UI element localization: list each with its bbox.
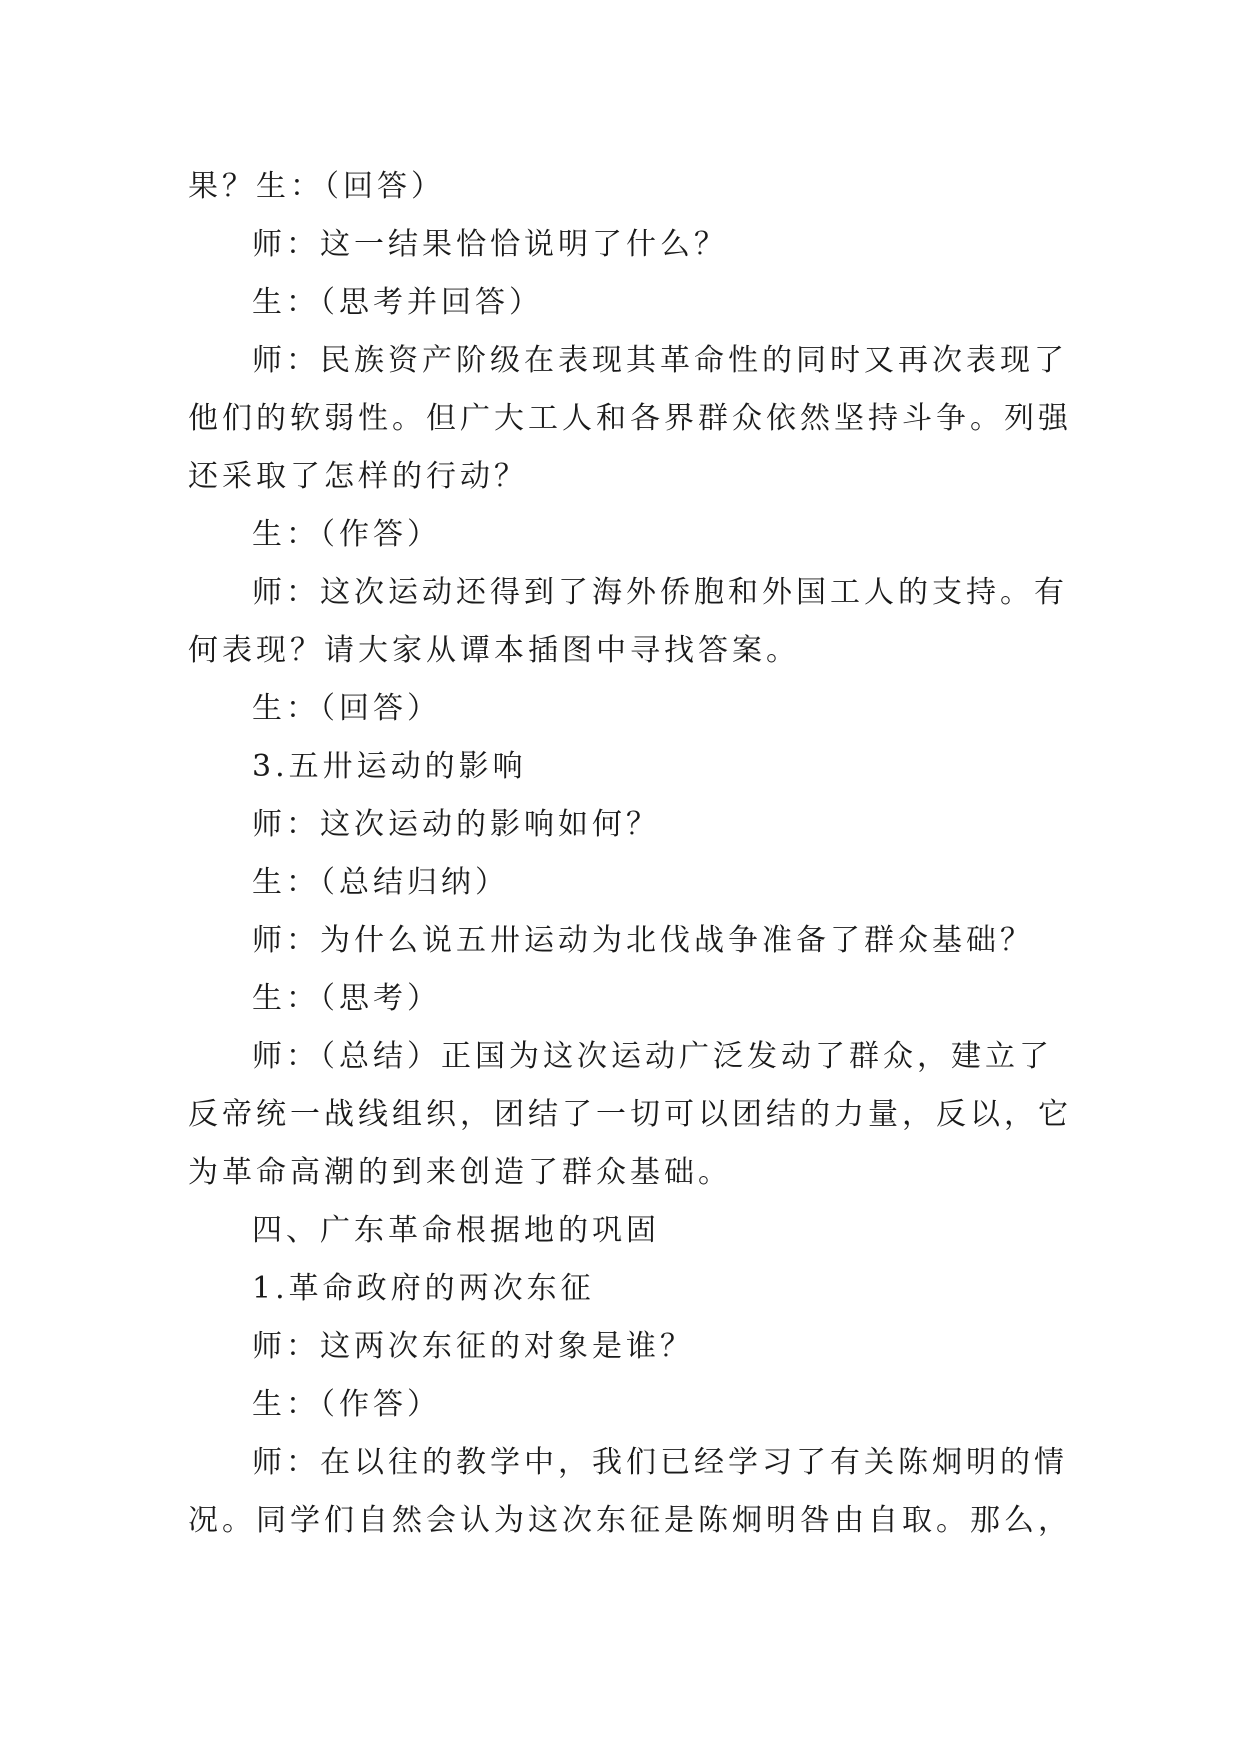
text-line: 师：这次运动还得到了海外侨胞和外国工人的支持。有	[252, 575, 1068, 610]
text-line: 生：（作答）	[252, 1387, 441, 1422]
text-line: 师：这次运动的影响如何？	[252, 807, 660, 842]
text-line: 反帝统一战线组织，团结了一切可以团结的力量，反以，它	[188, 1097, 1072, 1132]
body-text	[188, 158, 1072, 1550]
section-heading: 四、广东革命根据地的巩固	[252, 1213, 660, 1248]
text-line: 师：在以往的教学中，我们已经学习了有关陈炯明的情	[252, 1445, 1068, 1480]
section-heading: 3.五卅运动的影响	[252, 749, 527, 784]
text-line: 生：（总结归纳）	[252, 865, 509, 900]
text-line: 师：为什么说五卅运动为北伐战争准备了群众基础？	[252, 923, 1034, 958]
text-line: 生：（作答）	[252, 517, 441, 552]
text-line: 何表现？请大家从谭本插图中寻找答案。	[188, 633, 800, 668]
text-line: 师：（总结）正国为这次运动广泛发动了群众，建立了	[252, 1039, 1053, 1074]
text-line: 师：这两次东征的对象是谁？	[252, 1329, 694, 1364]
text-line: 师：这一结果恰恰说明了什么？	[252, 227, 728, 262]
text-line: 生：（回答）	[252, 691, 441, 726]
text-line: 还采取了怎样的行动？	[188, 459, 528, 494]
text-line: 果？生：（回答）	[188, 169, 445, 204]
text-line: 生：（思考并回答）	[252, 285, 543, 320]
text-line: 生：（思考）	[252, 981, 441, 1016]
text-line: 为革命高潮的到来创造了群众基础。	[188, 1155, 732, 1190]
subsection-heading: 1.革命政府的两次东征	[252, 1271, 595, 1306]
text-line: 况。同学们自然会认为这次东征是陈炯明咎由自取。那么，	[188, 1503, 1072, 1538]
text-line: 师：民族资产阶级在表现其革命性的同时又再次表现了	[252, 343, 1068, 378]
text-line: 他们的软弱性。但广大工人和各界群众依然坚持斗争。列强	[188, 401, 1072, 436]
